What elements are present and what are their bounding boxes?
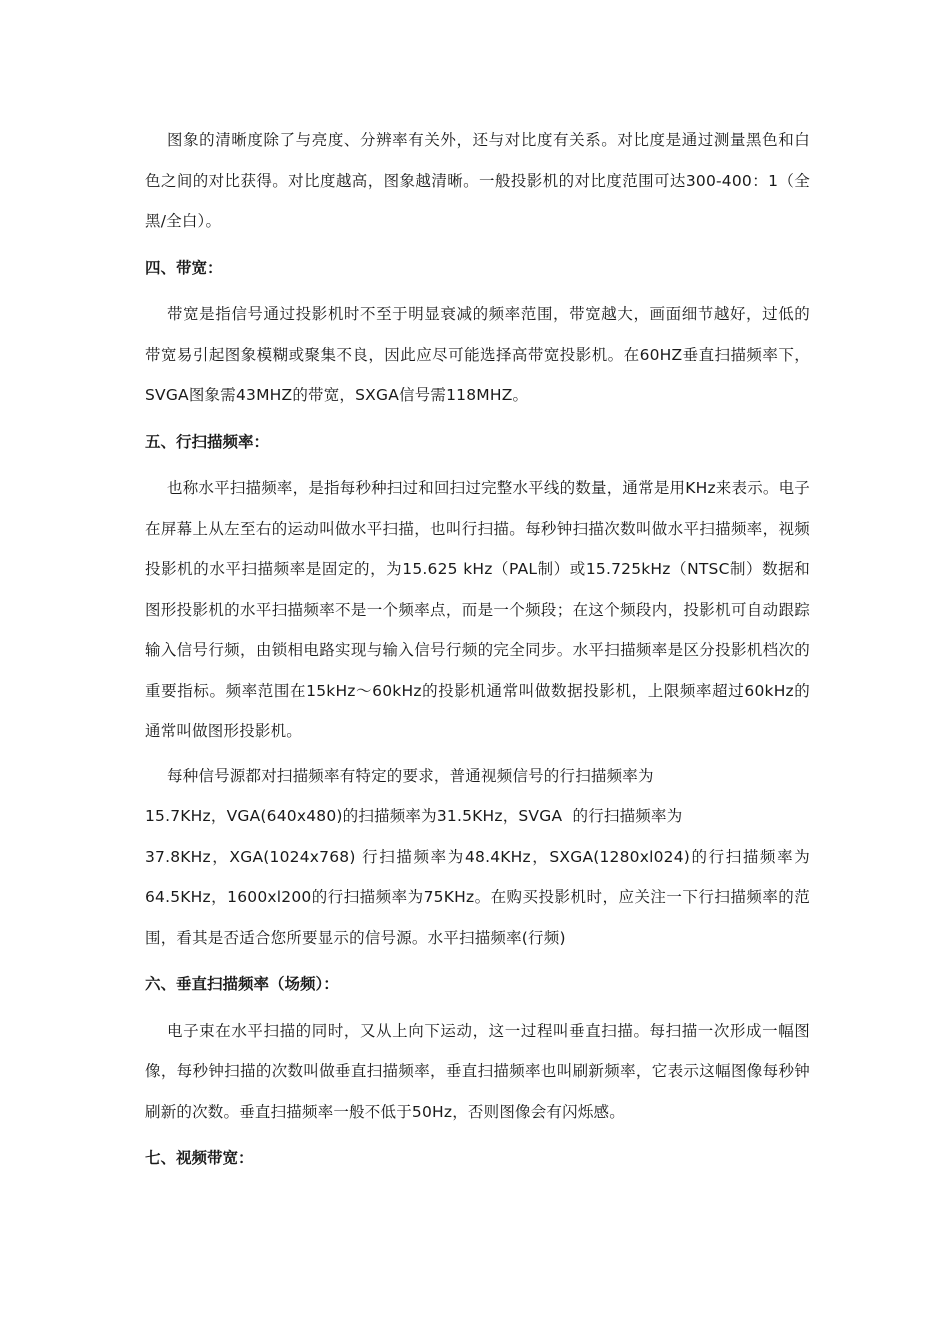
contrast-paragraph: 图象的清晰度除了与亮度、分辨率有关外，还与对比度有关系。对比度是通过测量黑色和白色之间的对比获得。对比度越高，图象越清晰。一般投影机的对比度范围可达300-400：1（全黑/全白）。 <box>145 131 810 230</box>
hscan-paragraph-2-rest: 37.8KHz，XGA(1024x768) 行扫描频率为48.4KHz，SXGA(1280xl024)的行扫描频率为64.5KHz，1600xl200的行扫描频率为75KHz。在购买投影机时，应关注一下行扫描频率的范围，看其是否适合您所要显示的信号源。水平扫描频率(行频) <box>145 847 810 947</box>
hscan-heading: 五、行扫描频率： <box>145 432 270 451</box>
video-bandwidth-heading: 七、视频带宽： <box>145 1149 254 1167</box>
hscan-paragraph-2-line-2: 15.7KHz，VGA(640x480)的扫描频率为31.5KHz，SVGA 的行扫描频率为 <box>145 807 683 825</box>
bandwidth-paragraph: 带宽是指信号通过投影机时不至于明显衰减的频率范围，带宽越大，画面细节越好，过低的带宽易引起图象模糊或聚集不良，因此应尽可能选择高带宽投影机。在60HZ垂直扫描频率下，SVGA图象需43MHZ的带宽，SXGA信号需118MHZ。 <box>145 305 810 404</box>
hscan-paragraph-1: 也称水平扫描频率，是指每秒种扫过和回扫过完整水平线的数量，通常是用KHz来表示。电子在屏幕上从左至右的运动叫做水平扫描，也叫行扫描。每秒钟扫描次数叫做水平扫描频率，视频投影机的水平扫描频率是固定的，为15.625 kHz（PAL制）或15.725kHz（NTSC制）数据和图形投影机的水平扫描频率不是一个频率点，而是一个频段；在这个频段内，投影机可自动跟踪输入信号行频，由锁相电路实现与输入信号行频的完全同步。水平扫描频率是区分投影机档次的重要指标。频率范围在15kHz～60kHz的投影机通常叫做数据投影机，上限频率超过60kHz的通常叫做图形投影机。 <box>145 479 810 740</box>
vscan-heading: 六、垂直扫描频率（场频）： <box>145 975 339 993</box>
hscan-paragraph-2-line-1: 每种信号源都对扫描频率有特定的要求，普通视频信号的行扫描频率为 <box>167 766 654 785</box>
document-page <box>145 120 810 1181</box>
bandwidth-heading: 四、带宽： <box>145 258 223 277</box>
vscan-paragraph: 电子束在水平扫描的同时，又从上向下运动，这一过程叫垂直扫描。每扫描一次形成一幅图像，每秒钟扫描的次数叫做垂直扫描频率，垂直扫描频率也叫刷新频率，它表示这幅图像每秒钟刷新的次数。垂直扫描频率一般不低于50Hz，否则图像会有闪烁感。 <box>145 1021 810 1121</box>
